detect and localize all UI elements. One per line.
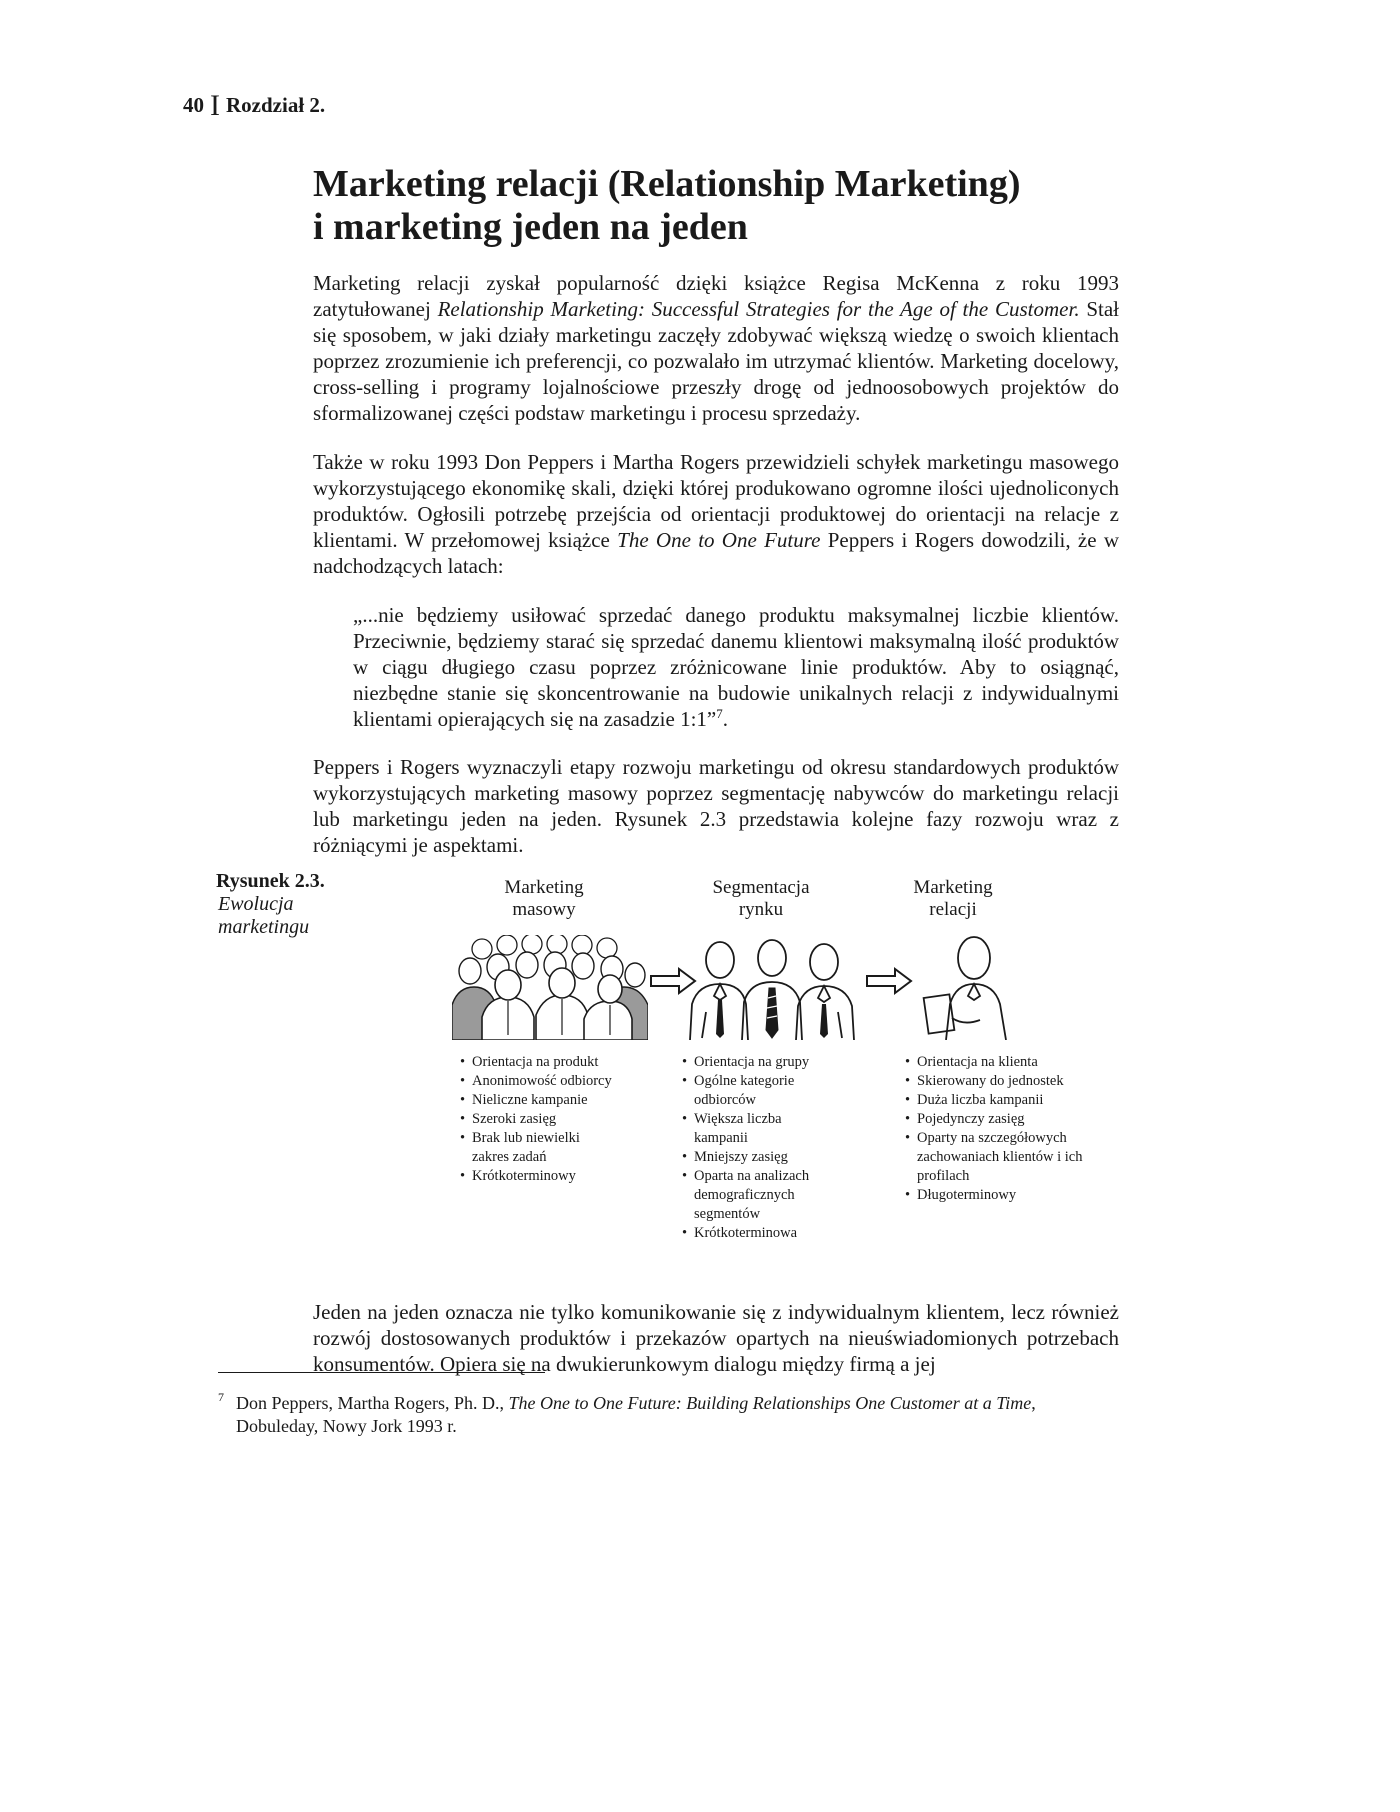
paragraph-1-text-b: Stał się sposobem, w jaki działy marketingu zaczęły zdobywać większą wiedzę o swoich klientach poprzez zrozumienie ich preferencji, co pozwalało im utrzymać klientów. Marketing docelowy, cross-selling i programy lojalnościowe przeszły drogę od jednoosobowych projektów do sformalizowanej części podstaw marketingu i procesu sprzedaży. [313,297,1119,425]
list-item: • Orientacja na produkt [460,1053,646,1072]
crowd-icon [452,935,648,1040]
list-item: • Mniejszy zasięg [682,1148,860,1167]
list-item: • Orientacja na klienta [905,1053,1105,1072]
column-list-mass [460,1053,646,1186]
footnote-reference: 7 [716,706,723,721]
quote-text: „...nie będziemy usiłować sprzedać danego produktu maksymalnej liczbie klientów. Przeciwnie, będziemy starać się sprzedać danemu klientowi maksymalną ilość produktów w ciągu długiego czasu poprzez zróżnicowane linie produktów. Aby to osiągnąć, niezbędne stanie się skoncentrowanie na budowie unikalnych relacji z indywidualnymi klientami opierających się na zasadzie 1:1” [353,603,1119,731]
list-item: • Orientacja na grupy [682,1053,860,1072]
column-list-relation [905,1053,1105,1205]
running-header [183,86,325,120]
block-quote [353,602,1119,732]
column-head-relation-line2: relacji [929,899,977,920]
list-item: • Skierowany do jednostek [905,1072,1105,1091]
footnote-text [218,1392,1118,1438]
list-item: • Anonimowość odbiorcy [460,1072,646,1091]
list-item: • Brak lub niewielki zakres zadań [460,1129,590,1167]
section-title-line1: Marketing relacji (Relationship Marketing) [313,163,1021,205]
column-head-mass-line2: masowy [512,899,576,920]
column-head-segment-line2: rynku [738,899,784,920]
list-item: • Oparty na szczegółowych zachowaniach klientów i ich profilach [905,1129,1083,1186]
list-item: • Długoterminowy [905,1186,1105,1205]
footnote-divider [218,1372,545,1373]
footnote-book-title: The One to One Future: Building Relationships One Customer at a Time [508,1393,1032,1413]
list-item: • Duża liczba kampanii [905,1091,1105,1110]
page-number: 40 [183,93,204,117]
paragraph-1-text-a: Marketing relacji zyskał popularność dzięki książce Regisa McKenna z roku 1993 zatytułowanej [313,271,1119,321]
book-title-mckenna: Relationship Marketing: Successful Strategies for the Age of the Customer. [437,297,1080,321]
list-item: • Szeroki zasięg [460,1110,646,1129]
book-title-peppers: The One to One Future [617,528,821,552]
footnote-authors: Don Peppers, Martha Rogers, Ph. D., [236,1393,509,1413]
paragraph-3 [313,754,1119,858]
figure-caption-line1: Ewolucja [218,893,294,915]
footnote [218,1392,1118,1438]
column-head-relation-line1: Marketing [913,877,993,898]
paragraph-2-text-b: Peppers i Rogers dowodzili, że w nadchodzących latach: [313,528,1119,578]
figure-caption-line2: marketingu [218,916,310,938]
list-item: • Ogólne kategorie odbiorców [682,1072,844,1110]
list-item: • Oparta na analizach demograficznych segmentów [682,1167,862,1224]
list-item: • Nieliczne kampanie [460,1091,646,1110]
arrow-right-icon [865,966,913,996]
section-title-line2: i marketing jeden na jeden [313,206,748,248]
paragraph-4 [313,1299,1119,1377]
list-item: • Pojedynczy zasięg [905,1110,1105,1129]
group-of-three-icon [686,938,858,1040]
paragraph-2 [313,449,1119,579]
list-item: • Krótkoterminowy [460,1167,646,1186]
figure-caption [216,870,325,939]
column-head-mass [459,877,629,921]
column-head-segment-line1: Segmentacja [712,877,810,898]
footnote-number: 7 [218,1390,224,1404]
paragraph-3-text: Peppers i Rogers wyznaczyli etapy rozwoju marketingu od okresu standardowych produktów wykorzystujących marketing masowy poprzez segmentację nabywców do marketingu relacji lub marketingu jeden na jeden. Rysunek 2.3 przedstawia kolejne fazy rozwoju wraz z różniącymi je aspektami. [313,755,1119,857]
column-list-segment [682,1053,860,1243]
column-head-mass-line1: Marketing [504,877,584,898]
list-item: • Krótkoterminowa [682,1224,860,1243]
paragraph-2-text-a: Także w roku 1993 Don Peppers i Martha Rogers przewidzieli schyłek marketingu masowego wykorzystującego ekonomikę skali, dzięki której produkowano ogromne ilości ujednoliconych produktów. Ogłosili potrzebę przejścia od orientacji produktowej do orientacji na relacje z klientami. W przełomowej książce [313,450,1119,552]
single-customer-icon [920,934,1012,1040]
figure-label: Rysunek 2.3. [216,870,325,892]
section-title [313,163,1020,249]
quote-end: . [722,707,728,731]
paragraph-1 [313,270,1119,426]
chapter-label: Rozdział 2. [226,93,326,117]
column-head-segment [676,877,846,921]
column-head-relation [868,877,1038,921]
paragraph-4-text: Jeden na jeden oznacza nie tylko komunikowanie się z indywidualnym klientem, lecz również rozwój dostosowanych produktów i przekazów opartych na nieuświadomionych potrzebach konsumentów. Opiera się na dwukierunkowym dialogu między firmą a jej [313,1300,1119,1376]
list-item: • Większa liczba kampanii [682,1110,826,1148]
header-separator: I [210,89,220,122]
footnote-publisher: , Dobuleday, Nowy Jork 1993 r. [236,1393,1036,1436]
